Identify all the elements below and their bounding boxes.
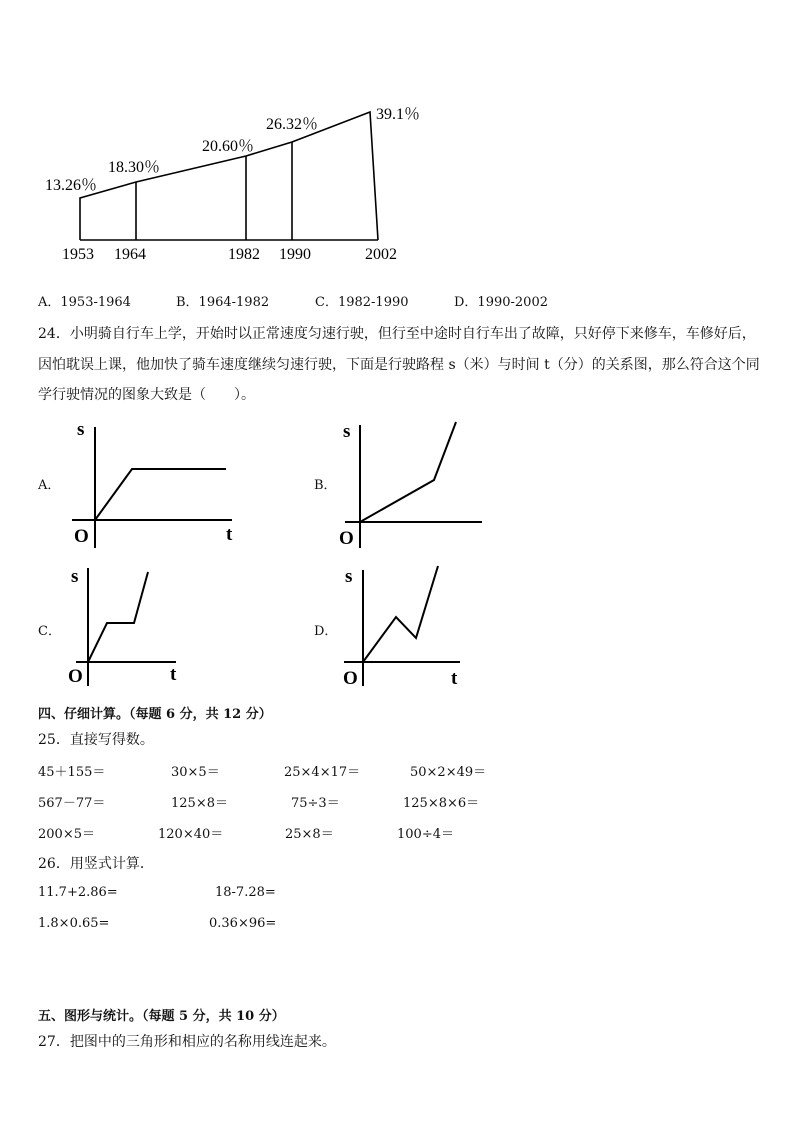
option-c[interactable]: C．1982-1990	[315, 295, 409, 310]
t-label: t	[226, 524, 233, 545]
s-label: s	[77, 419, 85, 440]
percent-label: 13.26％	[45, 177, 98, 194]
t-label: t	[451, 668, 458, 689]
graph-line	[360, 422, 456, 522]
q27-text: 27．把图中的三角形和相应的名称用线连起来。	[38, 1034, 336, 1050]
option-b[interactable]: B．1964-1982	[176, 295, 270, 310]
calc-item: 567－77＝	[38, 796, 106, 811]
percent-label: 26.32％	[266, 116, 319, 133]
calc-item: 18-7.28=	[215, 885, 276, 900]
s-label: s	[343, 421, 351, 442]
year-label: 1964	[114, 246, 146, 263]
q24-text-line: 24．小明骑自行车上学，开始时以正常速度匀速行驶，但行至中途时自行车出了故障，只好停下来修车，车修好后，	[38, 326, 756, 342]
calc-item: 11.7+2.86=	[38, 885, 118, 900]
graph-option-d[interactable]: D．	[314, 624, 338, 639]
graph-option-b[interactable]: B．	[314, 478, 337, 493]
graph-line	[95, 469, 226, 520]
graph-line	[88, 572, 148, 662]
origin-label: O	[68, 666, 83, 687]
origin-label: O	[339, 528, 354, 549]
percent-label: 20.60％	[202, 138, 255, 155]
q25-title: 25．直接写得数。	[38, 732, 154, 748]
s-label: s	[345, 566, 353, 587]
calc-item: 75÷3＝	[291, 796, 340, 811]
calc-item: 1.8×0.65=	[38, 916, 110, 931]
section-title: 四、仔细计算。（每题 6 分，共 12 分）	[38, 707, 272, 722]
year-label: 1990	[279, 246, 311, 263]
year-label: 1982	[228, 246, 260, 263]
calc-item: 30×5＝	[171, 765, 220, 780]
graph-b	[339, 421, 482, 549]
graph-d	[343, 566, 460, 689]
year-label: 1953	[62, 246, 94, 263]
calc-item: 125×8＝	[171, 796, 228, 811]
calc-item: 45＋155＝	[38, 765, 106, 780]
calc-item: 125×8×6＝	[403, 796, 480, 811]
graph-line	[363, 566, 438, 662]
graph-option-a[interactable]: A．	[38, 478, 61, 493]
q24-text-line: 因怕耽误上课，他加快了骑车速度继续匀速行驶，下面是行驶路程 s（米）与时间 t（分）的关系图，那么符合这个同	[38, 357, 760, 373]
option-a[interactable]: A．1953-1964	[38, 295, 131, 310]
calc-item: 120×40＝	[158, 827, 224, 842]
top-chart-outline	[80, 112, 378, 240]
option-d[interactable]: D．1990-2002	[454, 295, 548, 310]
percent-label: 39.1％	[376, 106, 421, 123]
graph-option-c[interactable]: C．	[38, 624, 61, 639]
q24-text-line: 学行驶情况的图象大致是（ ）。	[38, 387, 255, 403]
s-label: s	[71, 566, 79, 587]
calc-item: 200×5＝	[38, 827, 95, 842]
calc-item: 0.36×96=	[209, 916, 277, 931]
q26-title: 26．用竖式计算．	[38, 856, 154, 872]
origin-label: O	[343, 668, 358, 689]
calc-item: 25×8＝	[285, 827, 334, 842]
calc-item: 25×4×17＝	[284, 765, 361, 780]
year-label: 2002	[365, 246, 397, 263]
calc-item: 100÷4＝	[397, 827, 454, 842]
percent-label: 18.30％	[108, 159, 161, 176]
graph-a	[72, 419, 233, 548]
origin-label: O	[74, 526, 89, 547]
section-title: 五、图形与统计。（每题 5 分，共 10 分）	[38, 1009, 285, 1024]
calc-item: 50×2×49＝	[410, 765, 487, 780]
graph-c	[68, 566, 177, 687]
t-label: t	[170, 664, 177, 685]
